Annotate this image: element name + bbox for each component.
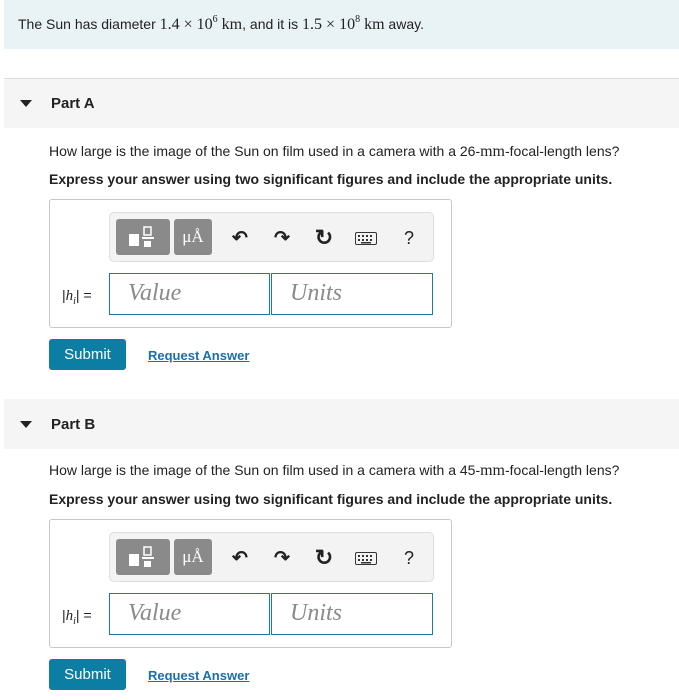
units-input[interactable]: Units [271, 273, 433, 315]
value-input[interactable]: Value [109, 273, 270, 315]
part-a-question: How large is the image of the Sun on film used in a camera with a 26-mm-focal-length lens? [49, 143, 620, 160]
sun-distance: $1.5 \times 10^8$ km [302, 14, 385, 33]
reset-icon[interactable]: ↻ [314, 225, 334, 250]
templates-button[interactable] [116, 219, 170, 255]
undo-icon[interactable]: ↶ [232, 227, 248, 249]
part-a-header[interactable] [4, 78, 679, 128]
help-icon[interactable]: ? [403, 227, 414, 248]
math-toolbar [109, 532, 434, 582]
intro-text-end: away. [384, 16, 424, 32]
submit-button[interactable]: Submit [49, 659, 126, 690]
request-answer-link[interactable]: Request Answer [148, 348, 250, 363]
part-b-header[interactable] [4, 399, 679, 449]
undo-icon[interactable]: ↶ [232, 547, 248, 569]
fraction-template-icon [126, 545, 160, 569]
redo-icon[interactable]: ↷ [274, 227, 290, 249]
part-b-title: Part B [51, 415, 96, 433]
part-b-question: How large is the image of the Sun on film used in a camera with a 45-mm-focal-length lens? [49, 462, 620, 479]
sun-diameter: $1.4 \times 10^6$ km [159, 14, 243, 33]
units-button[interactable]: μÅ [174, 539, 212, 575]
units-button[interactable]: μÅ [174, 219, 212, 255]
problem-statement [4, 0, 679, 49]
value-input[interactable]: Value [109, 593, 270, 635]
answer-label: $|h_i|$ = [62, 607, 92, 627]
keyboard-icon [355, 552, 377, 565]
part-a-answer-box [49, 199, 452, 328]
request-answer-link[interactable]: Request Answer [148, 668, 250, 683]
collapse-caret-icon[interactable] [20, 100, 32, 107]
submit-button[interactable]: Submit [49, 339, 126, 370]
answer-label: $|h_i|$ = [62, 287, 92, 307]
part-b-answer-box [49, 519, 452, 648]
keyboard-button[interactable] [352, 225, 380, 251]
keyboard-icon [355, 232, 377, 245]
part-a-title: Part A [51, 95, 95, 112]
part-a-instruction: Express your answer using two significant figures and include the appropriate units. [49, 171, 613, 187]
part-b-instruction: Express your answer using two significant figures and include the appropriate units. [49, 491, 613, 507]
help-icon[interactable]: ? [403, 547, 414, 568]
keyboard-button[interactable] [352, 545, 380, 571]
templates-button[interactable] [116, 539, 170, 575]
collapse-caret-icon[interactable] [20, 421, 32, 428]
intro-text-mid: , and it is [242, 16, 303, 32]
intro-text: The Sun has diameter [18, 16, 160, 32]
reset-icon[interactable]: ↻ [314, 545, 334, 570]
units-input[interactable]: Units [271, 593, 433, 635]
math-toolbar [109, 212, 434, 262]
fraction-template-icon [126, 225, 160, 249]
redo-icon[interactable]: ↷ [274, 547, 290, 569]
